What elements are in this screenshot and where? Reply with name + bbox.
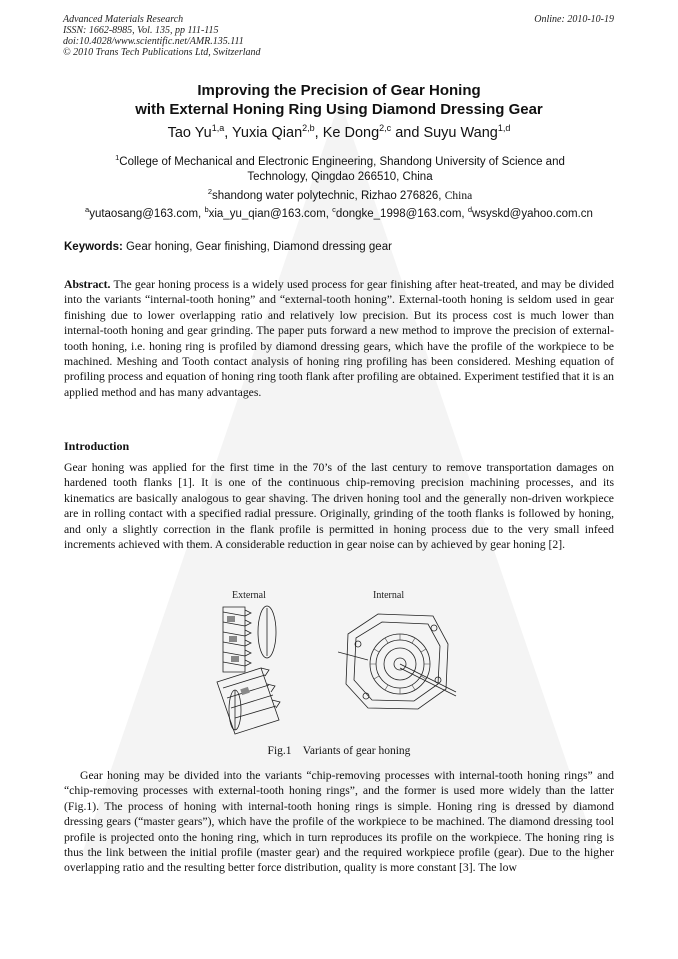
section-heading-introduction: Introduction bbox=[64, 439, 130, 453]
affiliation-sup: 1 bbox=[115, 153, 120, 162]
author-sep: , bbox=[314, 124, 323, 141]
email-link[interactable]: xia_yu_qian@163.com, bbox=[208, 207, 333, 220]
affiliation-1-line-2: Technology, Qingdao 266510, China bbox=[247, 170, 433, 183]
affiliation-1 bbox=[80, 150, 600, 185]
internal-honing-drawing bbox=[338, 604, 458, 719]
keywords bbox=[64, 241, 392, 253]
author-sep: , bbox=[224, 124, 233, 141]
external-honing-drawing bbox=[205, 602, 305, 740]
email-sup: a bbox=[85, 205, 90, 214]
affiliation-sup: 2 bbox=[207, 187, 212, 196]
keywords-label: Keywords: bbox=[64, 241, 123, 253]
author-list bbox=[0, 123, 678, 141]
journal-name: Advanced Materials Research bbox=[63, 14, 184, 25]
affiliation-2 bbox=[80, 184, 600, 204]
journal-header bbox=[63, 14, 261, 58]
author-name: Suyu Wang bbox=[423, 124, 498, 141]
author-sep: and bbox=[391, 124, 424, 141]
abstract-label: Abstract. bbox=[64, 278, 111, 291]
author-sup: 2,b bbox=[302, 123, 315, 133]
paper-title bbox=[0, 81, 678, 119]
copyright: © 2010 Trans Tech Publications Ltd, Switzerland bbox=[63, 47, 261, 58]
keywords-text: Gear honing, Gear finishing, Diamond dressing gear bbox=[122, 241, 392, 253]
email-link[interactable]: dongke_1998@163.com, bbox=[335, 207, 468, 220]
author-emails bbox=[0, 205, 678, 220]
intro-paragraph-2: Gear honing may be divided into the variants “chip-removing processes with internal-tooth honing rings” and “chip-removing processes with external-tooth honing rings”, and the former is used more widely than the latter (Fig.1). The process of honing with internal-tooth honing rings is simple. Honing ring is dressed by diamond dressing gears (“master gears”), which have the profile of the workpiece to be machined. The diamond dressing tool profile is projected onto the honing ring, which in turn reproduces its profile on the workpiece. The honing ring is thus the link between the initial profile (master gear) and the required workpiece profile (gear). Due to the higher overlapping ratio and the resulting better force distribution, quality is more constant [3]. The low bbox=[64, 769, 614, 875]
author-sup: 1,d bbox=[497, 123, 511, 133]
affiliation-2-text: shandong water polytechnic, Rizhao 276826, bbox=[211, 189, 445, 202]
figure-label-external: External bbox=[232, 590, 266, 601]
intro-paragraph-1: Gear honing was applied for the first time in the 70’s of the last century to remove transportation damages on hardened tooth flanks [1]. It is one of the continuous chip-removing precision machining processes, and its kinematics are basically analogous to gear shaving. The driven honing tool and the generally non-driven workpiece are in rolling contact with a specified radial pressure. Originally, grinding of the tooth flanks is followed by honing, and only a slightly correction in the flank profile is permitted in honing process due to the very small infeed increments achieved with them. A considerable reduction in gear noise can by achieved by gear honing [2]. bbox=[64, 461, 614, 552]
figure-label-internal: Internal bbox=[373, 590, 405, 601]
doi: doi:10.4028/www.scientific.net/AMR.135.111 bbox=[63, 36, 244, 47]
author-name: Ke Dong bbox=[322, 124, 380, 141]
abstract bbox=[64, 277, 614, 400]
email-sup: c bbox=[332, 205, 336, 214]
author-name: Tao Yu bbox=[167, 124, 212, 141]
email-sup: b bbox=[204, 205, 209, 214]
author-sup: 1,a bbox=[211, 123, 225, 133]
online-date: Online: 2010-10-19 bbox=[534, 14, 614, 25]
title-line-2: with External Honing Ring Using Diamond Dressing Gear bbox=[135, 101, 543, 118]
title-line-1: Improving the Precision of Gear Honing bbox=[197, 82, 481, 99]
affiliation-1-line-1: College of Mechanical and Electronic Engineering, Shandong University of Science and bbox=[119, 155, 565, 168]
figure-caption: Fig.1 Variants of gear honing bbox=[267, 745, 411, 757]
author-name: Yuxia Qian bbox=[232, 124, 303, 141]
author-sup: 2,c bbox=[379, 123, 392, 133]
issn: ISSN: 1662-8985, Vol. 135, pp 111-115 bbox=[63, 25, 219, 36]
email-link[interactable]: wsyskd@yahoo.com.cn bbox=[471, 207, 593, 220]
email-sup: d bbox=[467, 205, 472, 214]
abstract-text: The gear honing process is a widely used process for gear finishing after heat-treated, and may be divided into the variants “internal-tooth honing” and “external-tooth honing”. External-tooth honing is seldom used in gear finishing due to lower overlapping ratio and relatively low precision. But its process cost is much lower than internal-tooth honing and gear grinding. The paper puts forward a new method to improve the precision of external-tooth honing, i.e. honing ring is profiled by diamond dressing gears, which have the profile of the workpiece to be machined. Meshing and Tooth contact analysis of honing ring profiling has been considered. Meshing equation of profiling process and equation of honing ring tooth flank after profiling are obtained. Experiment testified that it is an applied method and has many advantages. bbox=[64, 278, 614, 399]
email-link[interactable]: yutaosang@163.com, bbox=[89, 207, 205, 220]
affiliation-2-country: China bbox=[444, 189, 473, 202]
